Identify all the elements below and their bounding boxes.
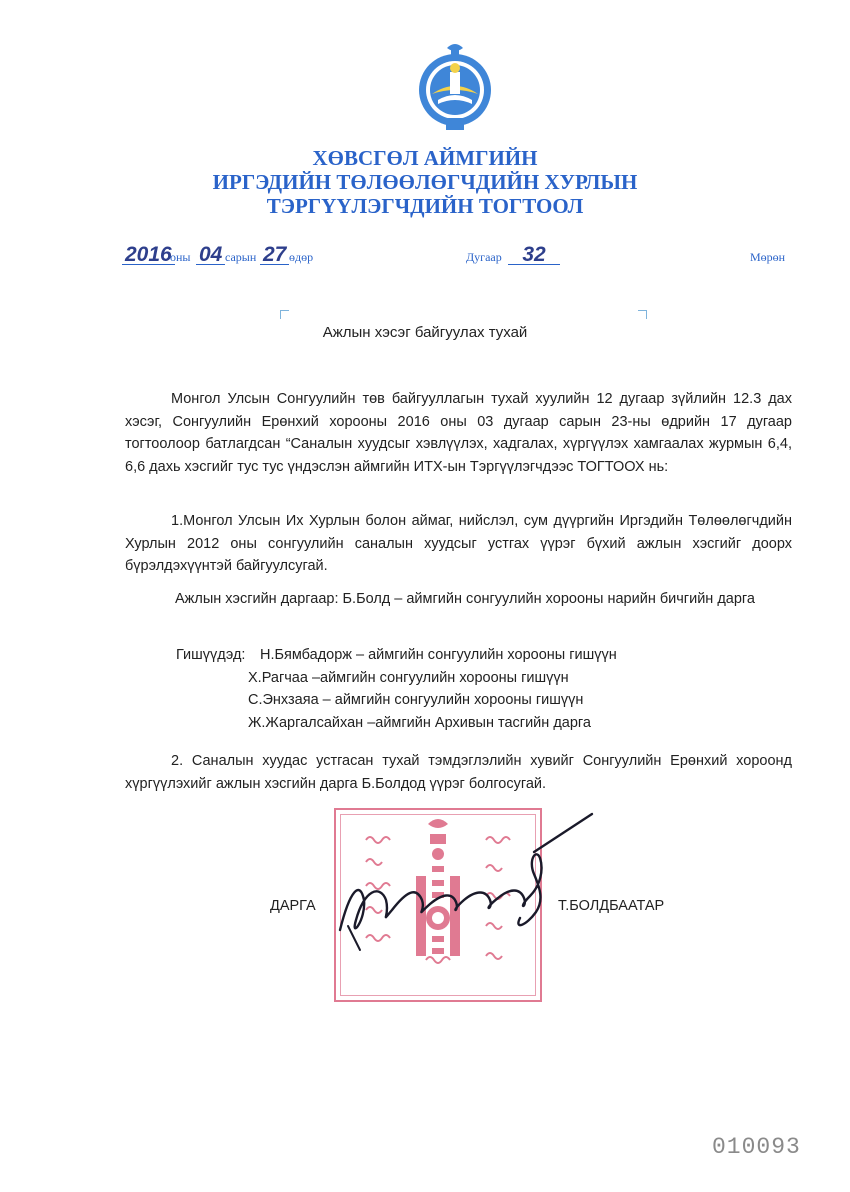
signatory-role: ДАРГА bbox=[270, 898, 316, 914]
handwritten-signature bbox=[330, 800, 610, 960]
archive-serial-number: 010093 bbox=[712, 1134, 801, 1160]
month-suffix: сарын bbox=[225, 250, 257, 264]
document-number: 32 bbox=[508, 246, 560, 265]
paragraph-head: Ажлын хэсгийн даргаар: Б.Болд – аймгийн сонгуулийн хорооны нарийн бичгийн дарга bbox=[175, 591, 755, 607]
state-emblem-icon bbox=[416, 40, 494, 132]
member-item: С.Энхзаяа – аймгийн сонгуулийн хорооны гишүүн bbox=[248, 692, 584, 709]
year-suffix: оны bbox=[170, 250, 191, 264]
document-title: Ажлын хэсэг байгуулах тухай bbox=[322, 324, 528, 341]
year-handwritten: 2016 bbox=[122, 246, 175, 265]
member-item: Ж.Жаргалсайхан –аймгийн Архивын тасгийн дарга bbox=[248, 714, 591, 731]
title-corner-right bbox=[638, 310, 647, 319]
day-suffix: өдөр bbox=[289, 250, 314, 264]
signatory-name: Т.БОЛДБААТАР bbox=[558, 898, 665, 914]
paragraph-item-1: 1.Монгол Улсын Их Хурлын болон аймаг, нийслэл, сум дүүргийн Иргэдийн Төлөөлөгчдийн Хурлын 2012 оны сонгуулийн саналын хуудсыг устгах үүрэг бүхий ажлын хэсгийг доорх бүрэлдэхүүнтэй байгуулсугай. bbox=[125, 513, 792, 575]
day-handwritten: 27 bbox=[260, 246, 289, 265]
title-corner-left bbox=[280, 310, 289, 319]
member-item: Х.Рагчаа –аймгийн сонгуулийн хорооны гишүүн bbox=[248, 669, 569, 686]
month-handwritten: 04 bbox=[196, 246, 225, 265]
number-label: Дугаар bbox=[466, 250, 502, 264]
header-line-1: ХӨВСГӨЛ АЙМГИЙН bbox=[312, 146, 538, 170]
place-name: Мөрөн bbox=[750, 250, 786, 264]
header-line-3: ТЭРГҮҮЛЭГЧДИЙН ТОГТООЛ bbox=[266, 194, 584, 218]
paragraph-preamble: Монгол Улсын Сонгуулийн төв байгууллагын тухай хуулийн 12 дугаар зүйлийн 12.3 дах хэсэг, Сонгуулийн Ерөнхий хорооны 2016 оны 03 дугаар сарын 23-ны өдрийн 17 дугаар тогтоолоор батлагдсан “Саналын хуудсыг хэвлүүлэх, хадгалах, хүргүүлэх хамгаалах журмын 6,4, 6,6 дахь хэсгийг тус тус үндэслэн аймгийн ИТХ-ын Тэргүүлэгчдээс ТОГТООХ нь: bbox=[125, 391, 792, 475]
members-label: Гишүүдэд: bbox=[176, 647, 246, 663]
paragraph-item-2: 2. Саналын хуудас устгасан тухай тэмдэглэлийн хувийг Сонгуулийн Ерөнхий хороонд хүргүүлэхийг ажлын хэсгийн дарга Б.Болдод үүрэг болгосугай. bbox=[125, 753, 792, 792]
member-item: Н.Бямбадорж – аймгийн сонгуулийн хорооны гишүүн bbox=[260, 647, 617, 663]
header-line-2: ИРГЭДИЙН ТӨЛӨӨЛӨГЧДИЙН ХУРЛЫН bbox=[212, 170, 638, 194]
